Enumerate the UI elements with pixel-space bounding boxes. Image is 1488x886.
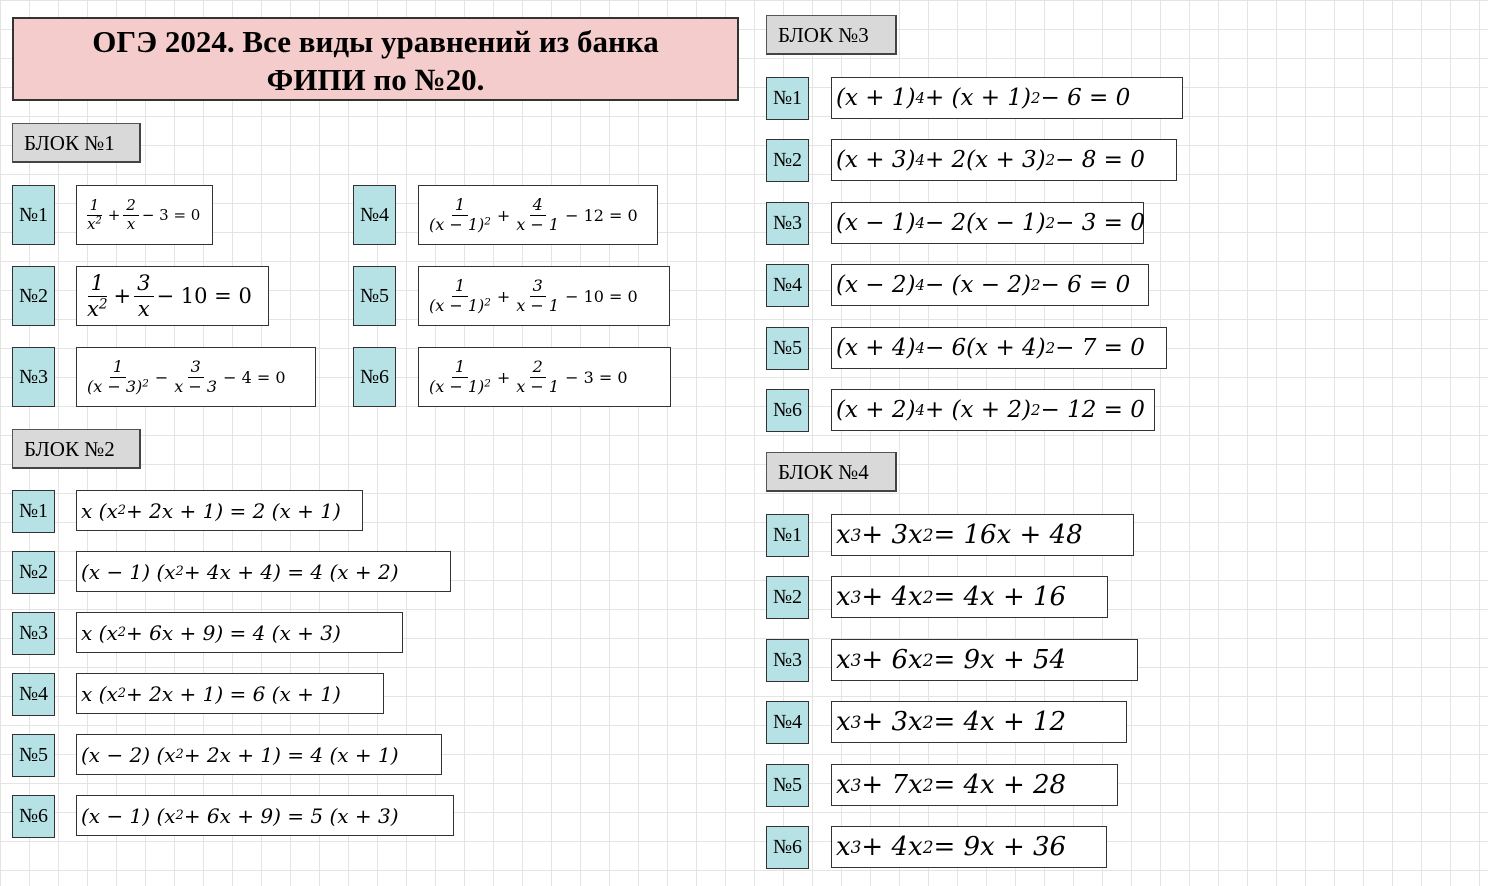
b2-number-1: №1 [12,490,55,533]
b2-number-2: №2 [12,551,55,594]
page-title [12,17,739,101]
operator: + [496,205,511,225]
denominator: x − 1 [516,214,560,234]
denominator: $x^2$ [87,296,108,321]
denominator: x − 1 [516,376,560,396]
b3-number-3: №3 [766,202,809,245]
equation-tail: − 3 = 0 [565,367,628,387]
b4-number-6: №6 [766,826,809,869]
b4-number-3: №3 [766,639,809,682]
block-3-label: БЛОК №3 [766,15,897,55]
b2-equation-5: (x − 2) (x 2 + 2x + 1) = 4 (x + 1) [76,734,442,775]
b1-equation-4 [418,185,658,245]
b1-equation-3 [76,347,316,407]
numerator: 3 [188,358,204,377]
b3-number-5: №5 [766,327,809,370]
denominator: $(x - 1)^2$ [429,214,491,234]
b3-equation-5: (x + 4) 4 − 6(x + 4) 2 − 7 = 0 [831,327,1167,369]
b3-number-2: №2 [766,139,809,182]
b2-number-4: №4 [12,673,55,716]
b4-number-4: №4 [766,701,809,744]
denominator: x [137,296,150,321]
b1-equation-2 [76,266,269,326]
denominator: x − 1 [516,295,560,315]
b4-equation-2: x 3 + 4x 2 = 4x + 16 [831,576,1108,618]
b4-number-5: №5 [766,764,809,807]
numerator: 2 [123,197,139,215]
numerator: 1 [110,358,126,377]
b3-equation-4: (x − 2) 4 − (x − 2) 2 − 6 = 0 [831,264,1149,306]
denominator: x − 3 [174,376,218,396]
b2-equation-2: (x − 1) (x 2 + 4x + 4) = 4 (x + 2) [76,551,451,592]
b3-equation-2: (x + 3) 4 + 2(x + 3) 2 − 8 = 0 [831,139,1177,181]
b2-equation-1: x (x 2 + 2x + 1) = 2 (x + 1) [76,490,363,531]
b1-equation-6 [418,347,671,407]
equation-tail: − 12 = 0 [565,205,638,225]
b3-equation-6: (x + 2) 4 + (x + 2) 2 − 12 = 0 [831,389,1155,431]
b2-number-3: №3 [12,612,55,655]
numerator: 1 [87,197,103,215]
numerator: 3 [134,271,153,296]
b2-number-6: №6 [12,795,55,838]
b3-equation-3: (x − 1) 4 − 2(x − 1) 2 − 3 = 0 [831,202,1144,244]
numerator: 3 [530,277,546,296]
b3-number-1: №1 [766,77,809,120]
b1-equation-5 [418,266,670,326]
b1-number-1: №1 [12,185,55,245]
b3-number-6: №6 [766,389,809,432]
numerator: 4 [530,196,546,215]
numerator: 1 [452,277,468,296]
b2-equation-4: x (x 2 + 2x + 1) = 6 (x + 1) [76,673,384,714]
b4-equation-3: x 3 + 6x 2 = 9x + 54 [831,639,1138,681]
b4-number-1: №1 [766,514,809,557]
numerator: 1 [452,358,468,377]
denominator: $x^2$ [87,214,102,233]
denominator: $(x - 3)^2$ [87,376,149,396]
equation-tail: − 10 = 0 [156,284,252,308]
denominator: x [126,214,136,233]
numerator: 1 [88,271,107,296]
block-1-label: БЛОК №1 [12,123,141,163]
block-4-label: БЛОК №4 [766,452,897,492]
b4-equation-4: x 3 + 3x 2 = 4x + 12 [831,701,1127,743]
equation-tail: − 10 = 0 [565,286,638,306]
b2-equation-6: (x − 1) (x 2 + 6x + 9) = 5 (x + 3) [76,795,454,836]
b1-number-3: №3 [12,347,55,407]
operator: + [496,286,511,306]
denominator: $(x - 1)^2$ [429,376,491,396]
b4-equation-5: x 3 + 7x 2 = 4x + 28 [831,764,1118,806]
b4-equation-6: x 3 + 4x 2 = 9x + 36 [831,826,1107,868]
operator: + [113,284,132,308]
title-line-1: ОГЭ 2024. Все виды уравнений из банка [92,24,659,59]
b2-number-5: №5 [12,734,55,777]
numerator: 1 [452,196,468,215]
block-2-label: БЛОК №2 [12,429,141,469]
b1-equation-1 [76,185,213,245]
title-line-2: ФИПИ по №20. [266,62,485,97]
operator: − [154,367,169,387]
denominator: $(x - 1)^2$ [429,295,491,315]
b2-equation-3: x (x 2 + 6x + 9) = 4 (x + 3) [76,612,403,653]
b1-number-6: №6 [353,347,396,407]
b4-number-2: №2 [766,576,809,619]
equation-tail: − 3 = 0 [141,206,201,224]
b1-number-2: №2 [12,266,55,326]
b4-equation-1: x 3 + 3x 2 = 16x + 48 [831,514,1134,556]
operator: + [107,206,121,224]
b3-equation-1: (x + 1) 4 + (x + 1) 2 − 6 = 0 [831,77,1183,119]
b1-number-4: №4 [353,185,396,245]
operator: + [496,367,511,387]
numerator: 2 [530,358,546,377]
b1-number-5: №5 [353,266,396,326]
equation-tail: − 4 = 0 [223,367,286,387]
b3-number-4: №4 [766,264,809,307]
